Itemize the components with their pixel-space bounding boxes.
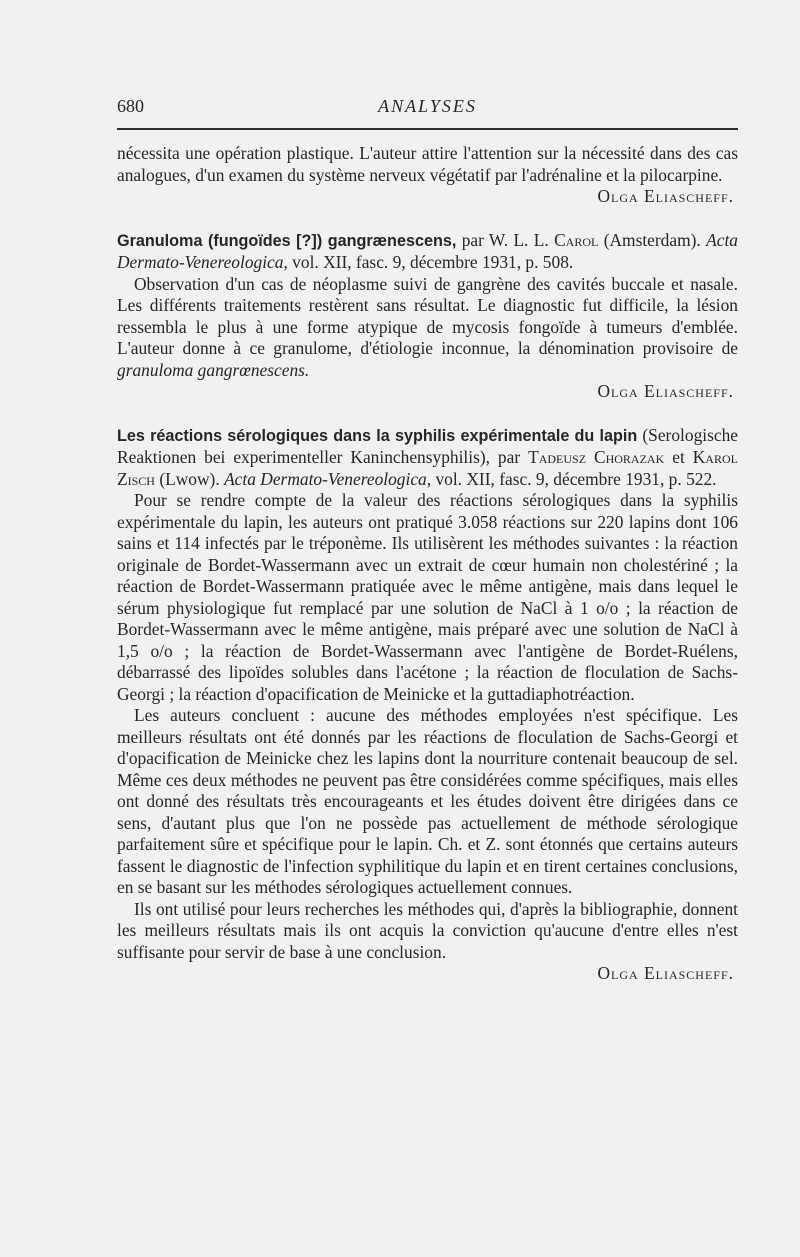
entry2-place: (Lwow).	[159, 468, 220, 489]
entry2-and: et	[672, 447, 685, 467]
entry1-signature: Olga Eliascheff.	[597, 381, 734, 401]
entry-granuloma	[117, 230, 738, 403]
entry1-body	[117, 274, 738, 382]
entry2-paragraph-1: Pour se rendre compte de la valeur des réactions sérologiques dans la syphilis expérimentale du lapin, les auteurs ont pratiqué 3.058 réactions sur 220 lapins dont 106 sains et 114 infectés par le tréponème. Ils utilisèrent les méthodes suivantes : la réaction originale de Bordet-Wassermann avec un extrait de cœur humain non cholestériné ; la réaction de Bordet-Wassermann pratiquée avec le même antigène, mais dans lequel le sérum physiologique fut remplacé par une solution de NaCl à 1 o/o ; la réaction de Bordet-Wassermann avec le même antigène, mais préparé avec une solution de NaCl à 1,5 o/o ; la réaction de Bordet-Wassermann avec l'antigène de Bordet-Ruélens, débarrassé des lipoïdes solubles dans l'acétone ; la réaction de floculation de Sachs-Georgi ; la réaction d'opacification de Meinicke et la guttadiaphotréaction.	[117, 490, 738, 704]
entry1-term: granuloma gangrœnescens.	[117, 359, 310, 380]
entry1-body-text: Observation d'un cas de néoplasme suivi de gangrène des cavités buccale et nasale. Les différents traitements restèrent sans résultat. Le diagnostic fut difficile, la lésion ressembla le plus à une forme atypique de mycosis fongoïde à tumeurs d'emblée. L'auteur donne à ce granulome, d'étiologie inconnue, la dénomination provisoire de	[117, 273, 738, 358]
entry2-author2: Karol Zisch	[117, 447, 738, 489]
running-head	[117, 96, 738, 120]
entry2-journal: Acta Dermato-Venereologica,	[224, 468, 432, 489]
entry2-details: vol. XII, fasc. 9, décembre 1931, p. 522.	[435, 468, 717, 489]
article-body	[117, 143, 738, 985]
entry1-reference	[117, 230, 738, 274]
entry2-signature: Olga Eliascheff.	[597, 963, 734, 983]
entry1-journal: Acta Dermato-Venereologica,	[117, 229, 738, 272]
entry1-author: Carol	[554, 229, 599, 250]
page-number: 680	[117, 96, 144, 116]
entry2-heading: Les réactions sérologiques dans la syphilis expérimentale du lapin	[117, 426, 638, 445]
entry1-by: par W. L. L.	[461, 229, 549, 250]
entry1-heading: Granuloma (fungoïdes [?]) gangrænescens,	[117, 231, 457, 250]
entry2-paragraph-3: Ils ont utilisé pour leurs recherches les méthodes qui, d'après la bibliographie, donnent les meilleurs résultats mais ils ont acquis la conviction qu'aucune d'entre elles n'est suffisante pour servir de base à une conclusion.	[117, 898, 738, 962]
entry2-paragraph-2: Les auteurs concluent : aucune des méthodes employées n'est spécifique. Les meilleurs résultats ont été donnés par les réactions de floculation de Sachs-Georgi et d'opacification de Meinicke chez les lapins dont la nourriture contenait beaucoup de sel. Même ces deux méthodes ne peuvent pas être considérées comme spécifiques, mais elles ont donné des résultats très encourageants et les études doivent être dirigées dans ce sens, d'autant plus que l'on ne possède pas actuellement de méthode sérologique parfaitement sûre et spécifique pour le lapin. Ch. et Z. sont étonnés que certains auteurs fassent le diagnostic de l'infection syphilitique du lapin et en tirent certaines conclusions, en se basant sur les méthodes sérologiques actuellement connues.	[117, 705, 738, 897]
entry-serologie	[117, 425, 738, 985]
header-rule	[117, 128, 738, 130]
intro-signature: Olga Eliascheff.	[597, 186, 734, 206]
entry1-details: vol. XII, fasc. 9, décembre 1931, p. 508.	[292, 252, 574, 272]
entry1-place: (Amsterdam).	[603, 229, 701, 250]
running-title: ANALYSES	[378, 96, 477, 116]
entry2-reference	[117, 425, 738, 491]
intro-paragraph: nécessita une opération plastique. L'auteur attire l'attention sur la nécessité dans des cas analogues, d'un examen du système nerveux végétatif par l'adrénaline et la pilocarpine.	[117, 143, 738, 185]
entry2-author1: Tadeusz Chorazak	[528, 447, 665, 467]
entry2-subtitle: (Serologische Reaktionen bei experimenteller Kaninchensyphilis), par	[117, 424, 738, 467]
